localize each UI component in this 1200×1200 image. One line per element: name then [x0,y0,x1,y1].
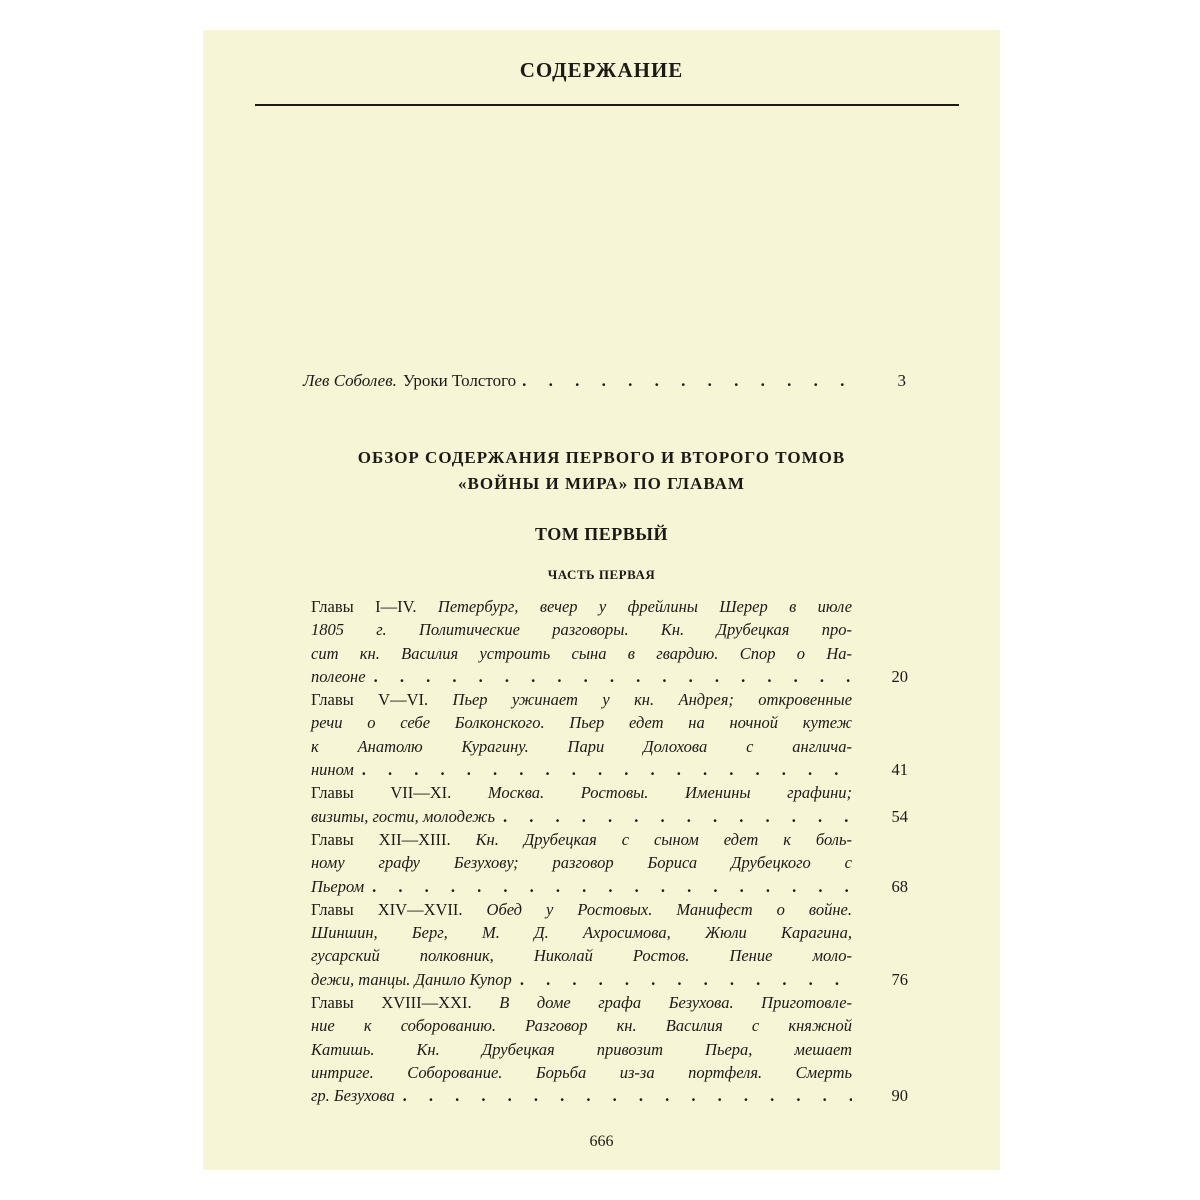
chapter-range: Главы XIV—XVII. [311,899,463,919]
chapter-summary: Москва. Ростовы. Именины графини; [487,783,852,803]
entry-page-number: 68 [891,876,908,896]
toc-entry-line [311,642,908,665]
chapter-summary: ние к соборованию. Разговор кн. Василия с княжной [311,1016,852,1036]
toc-entry-last-line [311,875,908,898]
toc-entry-line [311,618,908,641]
chapter-range: Главы V—VI. [311,690,429,710]
toc-entry-line [311,1038,908,1061]
chapter-summary-end: дежи, танцы. Данило Купор [311,969,512,989]
toc-entry-line [311,711,908,734]
chapter-summary-end: нином [311,760,354,780]
dot-leader [362,758,852,781]
toc-entry-last-line [311,1084,908,1107]
toc-entry-line [311,991,908,1014]
dot-leader [372,875,852,898]
chapter-summary: сит кн. Василия устроить сына в гвардию. Спор о На- [311,643,852,663]
overview-heading-line-2: «ВОЙНЫ И МИРА» ПО ГЛАВАМ [458,474,745,493]
book-page [203,30,1000,1170]
entry-page-number: 76 [891,969,908,989]
toc-entry-last-line [311,665,908,688]
dot-leader [374,665,852,688]
intro-entry [303,370,906,392]
chapter-summary: Кн. Друбецкая с сыном едет к боль- [475,829,852,849]
toc-entry [311,991,908,1107]
page-number: 666 [589,1133,614,1150]
part-heading: ЧАСТЬ ПЕРВАЯ [547,567,656,582]
toc-entry-last-line [311,758,908,781]
toc-entries [311,595,908,1108]
page-title: СОДЕРЖАНИЕ [519,58,684,82]
toc-entry-line [311,921,908,944]
intro-page-number: 3 [897,371,906,390]
chapter-summary: Обед у Ростовых. Манифест о войне. [486,899,853,919]
chapter-summary-end: Пьером [311,876,365,896]
chapter-summary: Петербург, вечер у фрейлины Шерер в июле [437,597,853,616]
chapter-summary: речи о себе Болконского. Пьер едет на ночной кутеж [311,713,852,733]
chapter-summary: В доме графа Безухова. Приготовле- [499,993,853,1013]
chapter-summary: интриге. Соборование. Борьба из-за портфеля. Смерть [311,1062,852,1082]
dot-leader [403,1084,852,1107]
chapter-summary: Шиншин, Берг, М. Д. Ахросимова, Жюли Карагина, [311,923,852,943]
toc-entry-line [311,851,908,874]
entry-page-number: 41 [891,760,908,780]
chapter-range: Главы XVIII—XXI. [311,993,472,1013]
toc-entry [311,828,908,898]
intro-work: Уроки Толстого [402,371,517,390]
chapter-summary: Катишь. Кн. Друбецкая привозит Пьера, мешает [311,1039,852,1059]
toc-entry-line [311,735,908,758]
toc-entry [311,688,908,781]
toc-entry [311,781,908,828]
chapter-summary: ному графу Безухову; разговор Бориса Друбецкого с [311,853,852,873]
toc-entry-line [311,1014,908,1037]
chapter-summary: 1805 г. Политические разговоры. Кн. Друбецкая про- [311,620,852,640]
chapter-summary-end: полеоне [311,666,366,686]
entry-page-number: 90 [891,1086,908,1106]
chapter-summary-end: визиты, гости, молодежь [311,806,495,826]
overview-heading-line-1: ОБЗОР СОДЕРЖАНИЯ ПЕРВОГО И ВТОРОГО ТОМОВ [357,448,846,467]
entry-page-number: 54 [891,806,908,826]
overview-heading [203,445,1000,497]
dot-leader [522,370,844,392]
toc-entry-line [311,944,908,967]
chapter-range: Главы VII—XI. [311,783,452,803]
toc-entry-line [311,828,908,851]
volume-heading: ТОМ ПЕРВЫЙ [535,524,668,544]
toc-entry-line [311,1061,908,1084]
intro-author: Лев Соболев. [303,371,397,390]
toc-entry-line [311,595,908,618]
toc-entry [311,595,908,688]
chapter-summary-end: гр. Безухова [311,1086,395,1106]
chapter-summary: к Анатолю Курагину. Пари Долохова с англича- [311,736,852,756]
chapter-summary: Пьер ужинает у кн. Андрея; откровенные [452,690,853,710]
dot-leader [503,805,852,828]
chapter-range: Главы I—IV. [311,597,417,616]
toc-entry-line [311,688,908,711]
toc-entry-last-line [311,805,908,828]
title-rule [255,104,959,106]
toc-entry-line [311,781,908,804]
dot-leader [520,968,852,991]
toc-entry-line [311,898,908,921]
entry-page-number: 20 [891,666,908,686]
chapter-range: Главы XII—XIII. [311,829,451,849]
chapter-summary: гусарский полковник, Николай Ростов. Пение моло- [311,946,852,966]
toc-entry-last-line [311,968,908,991]
toc-entry [311,898,908,991]
